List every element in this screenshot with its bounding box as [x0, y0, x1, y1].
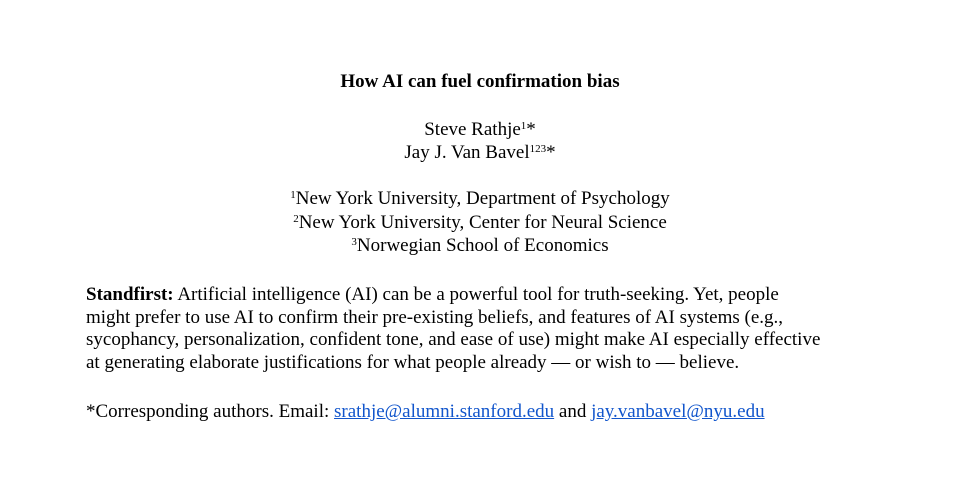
corresponding-star: *	[526, 119, 536, 140]
corresponding-star: *	[546, 142, 556, 163]
corresponding-conjunction: and	[554, 401, 592, 422]
affiliation-text: Norwegian School of Economics	[356, 235, 609, 256]
author-2	[0, 141, 960, 164]
affiliation-number: 2	[293, 212, 299, 225]
affiliation-text: New York University, Center for Neural Science	[298, 211, 667, 233]
affiliation-mark: 123	[529, 143, 547, 155]
affiliation-number: 3	[351, 236, 357, 248]
standfirst-line-4: at generating elaborate justifications for what people already — or wish to — believe.	[86, 351, 740, 373]
author-name: Steve Rathje	[424, 119, 521, 140]
affiliation-2	[0, 211, 960, 235]
author-list	[0, 118, 960, 164]
author-1	[0, 118, 960, 141]
email-link-vanbavel[interactable]: jay.vanbavel@nyu.edu	[591, 401, 765, 422]
standfirst-text: Artificial intelligence (AI) can be a powerful tool for truth-seeking. Yet, people	[173, 284, 779, 305]
standfirst-label: Standfirst:	[86, 284, 174, 305]
affiliation-number: 1	[290, 189, 296, 201]
corresponding-prefix: *Corresponding authors. Email:	[86, 401, 335, 422]
standfirst-line-2: might prefer to use AI to confirm their pre-existing beliefs, and features of AI systems (e.g.,	[86, 306, 783, 328]
corresponding-authors	[86, 400, 765, 423]
paper-title: How AI can fuel confirmation bias	[340, 71, 620, 92]
affiliation-3	[0, 234, 960, 258]
standfirst-paragraph	[86, 284, 886, 374]
standfirst-line-3: sycophancy, personalization, confident tone, and ease of use) might make AI especially effective	[86, 329, 821, 351]
affiliation-mark: 1	[520, 120, 527, 132]
affiliation-list	[0, 187, 960, 258]
email-link-rathje[interactable]: srathje@alumni.stanford.edu	[334, 401, 555, 422]
standfirst-line-1	[86, 284, 886, 307]
affiliation-1	[0, 187, 960, 211]
affiliation-text: New York University, Department of Psychology	[295, 188, 670, 209]
author-name: Jay J. Van Bavel	[404, 142, 530, 163]
